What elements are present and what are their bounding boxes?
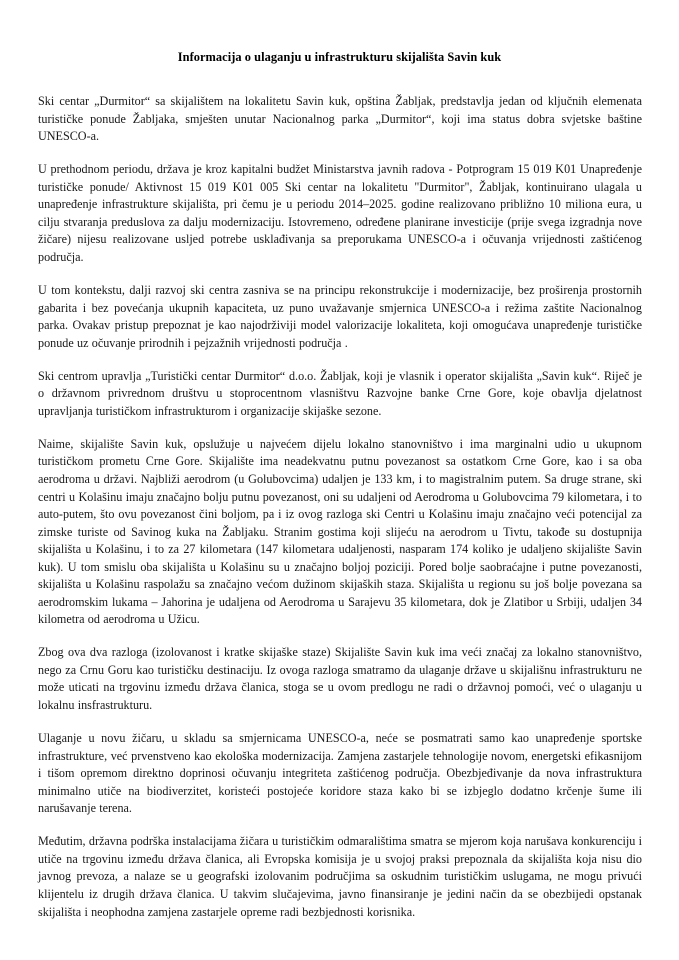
paragraph-7: Ulaganje u novu žičaru, u skladu sa smjernicama UNESCO-a, neće se posmatrati samo kao unapređenje sportske infrastrukture, već prvenstveno kao ekološka modernizacija. Zamjena zastarjele tehnologije novom, energetski efikasnijom i tišom opremom direktno doprinosi očuvanju integriteta zaštićenog područja. Obezbjeđivanje da nova infrastruktura minimalno utiče na biodiverzitet, koristeći postojeće koridore staza kako bi se izbjeglo dodatno krčenje šume ili narušavanje terena. — [38, 731, 642, 816]
paragraph-2: U prethodnom periodu, država je kroz kapitalni budžet Ministarstva javnih radova - Potprogram 15 019 K01 Unapređenje turističke ponude/ Aktivnost 15 019 K01 005 Ski centar na lokalitetu "Durmitor", Žabljak, kontinuirano ulagala u unapređenje infrastrukture skijališta, pri čemu je u periodu 2014–2025. godine realizovano približno 10 miliona eura, u cilju stvaranja preduslova za dalju modernizaciju. Istovremeno, određene planirane investicije (prije svega izgradnja nove žičare) nijesu realizovane usljed potrebe usklađivanja sa preporukama UNESCO-a i očuvanja vrijednosti zaštićenog područja. — [38, 162, 642, 264]
paragraph-5: Naime, skijalište Savin kuk, opslužuje u najvećem dijelu lokalno stanovništvo i ima marginalni udio u ukupnom turističkom prometu Crne Gore. Skijalište ima neadekvatnu putnu povezanost sa ostatkom Crne Gore, kao i sa oba aerodroma u državi. Najbliži aerodrom (u Golubovcima) udaljen je 133 km, i to magistralnim putem. Sa druge strane, ski centri u Kolašinu imaju značajno bolju putnu povezanost, oni su udaljeni od Aerodroma u Golubovcima 79 kilometara, i to auto-putem, što ovu povezanost čini boljom, pa i iz ovog razloga ski Centri u Kolašinu imaju značajno veći potencijal za zimske turiste od Savinog kuka na Žabljaku. Stranim gostima koji slijeću na aerodrom u Tivtu, takođe su dostupnija skijališta u Kolašinu, i to za 27 kilometara (147 kilometara udaljenosti, nasparam 174 koliko je udaljeno skijalište Savin kuk). U tom smislu oba skijališta u Kolašinu su u značajno boljoj poziciji. Pored bolje saobraćajne i putne povezanosti, skijališta u Kolašinu raspolažu sa značajno većom dužinom skijaških staza. Skijališta u regionu su još bolje povezana sa aerodromskim lukama – Jahorina je udaljena od Aerodroma u Sarajevu 35 kilometara, dok je Zlatibor u Srbiji, udaljen 34 kilometra od aerodroma u Užicu. — [38, 436, 642, 627]
paragraph-6: Zbog ova dva razloga (izolovanost i kratke skijaške staze) Skijalište Savin kuk ima veći značaj za lokalno stanovništvo, nego za Crnu Goru kao turističku destinaciju. Iz ovoga razloga smatramo da ulaganje države u skijališnu infrastrukturu ne može uticati na trgovinu između država članica, stoga se u ovom predlogu ne radi o državnoj pomoći, već o ulaganju u lokalnu insfrastrukturu. — [38, 645, 642, 713]
paragraph-1: Ski centar „Durmitor“ sa skijalištem na lokalitetu Savin kuk, opština Žabljak, predstavlja jedan od ključnih elemenata turističke ponude Žabljaka, smješten unutar Nacionalnog parka „Durmitor“, koji ima status dobra svjetske baštine UNESCO-a. — [38, 94, 642, 144]
paragraph-8: Međutim, državna podrška instalacijama žičara u turističkim odmaralištima smatra se mjerom koja narušava konkurenciju i utiče na trgovinu između država članica, ali Evropska komisija je u svojoj praksi prepoznala da skijališta koja nisu dio javnog prevoza, a nalaze se u geografski izolovanim područjima sa oskudnim turističkim uslugama, ne mogu privući klijentelu iz drugih država članica. U takvim slučajevima, javno finansiranje je jedini način da se obezbijedi opstanak skijališta i neophodna zamjena zastarjele opreme radi bezbjednosti korisnika. — [38, 834, 642, 919]
document-body — [0, 93, 679, 921]
paragraph-3: U tom kontekstu, dalji razvoj ski centra zasniva se na principu rekonstrukcije i modernizacije, bez proširenja prostornih gabarita i bez povećanja ukupnih kapaciteta, uz puno uvažavanje smjernica UNESCO-a i režima zaštite Nacionalnog parka. Ovakav pristup prepoznat je kao najodrživiji model valorizacije lokaliteta, koji omogućava unapređenje turističke ponude uz očuvanje prirodnih i pejzažnih vrijednosti područja . — [38, 283, 642, 350]
paragraph-4: Ski centrom upravlja „Turistički centar Durmitor“ d.o.o. Žabljak, koji je vlasnik i operator skijališta „Savin kuk“. Riječ je o državnom privrednom društvu u stoprocentnom vlasništvu Razvojne banke Crne Gore, koje obavlja djelatnost upravljanja turističkom infrastrukturom i organizacije skijaške sezone. — [38, 368, 642, 418]
page-title: Informacija o ulaganju u infrastrukturu skijališta Savin kuk — [177, 50, 502, 64]
